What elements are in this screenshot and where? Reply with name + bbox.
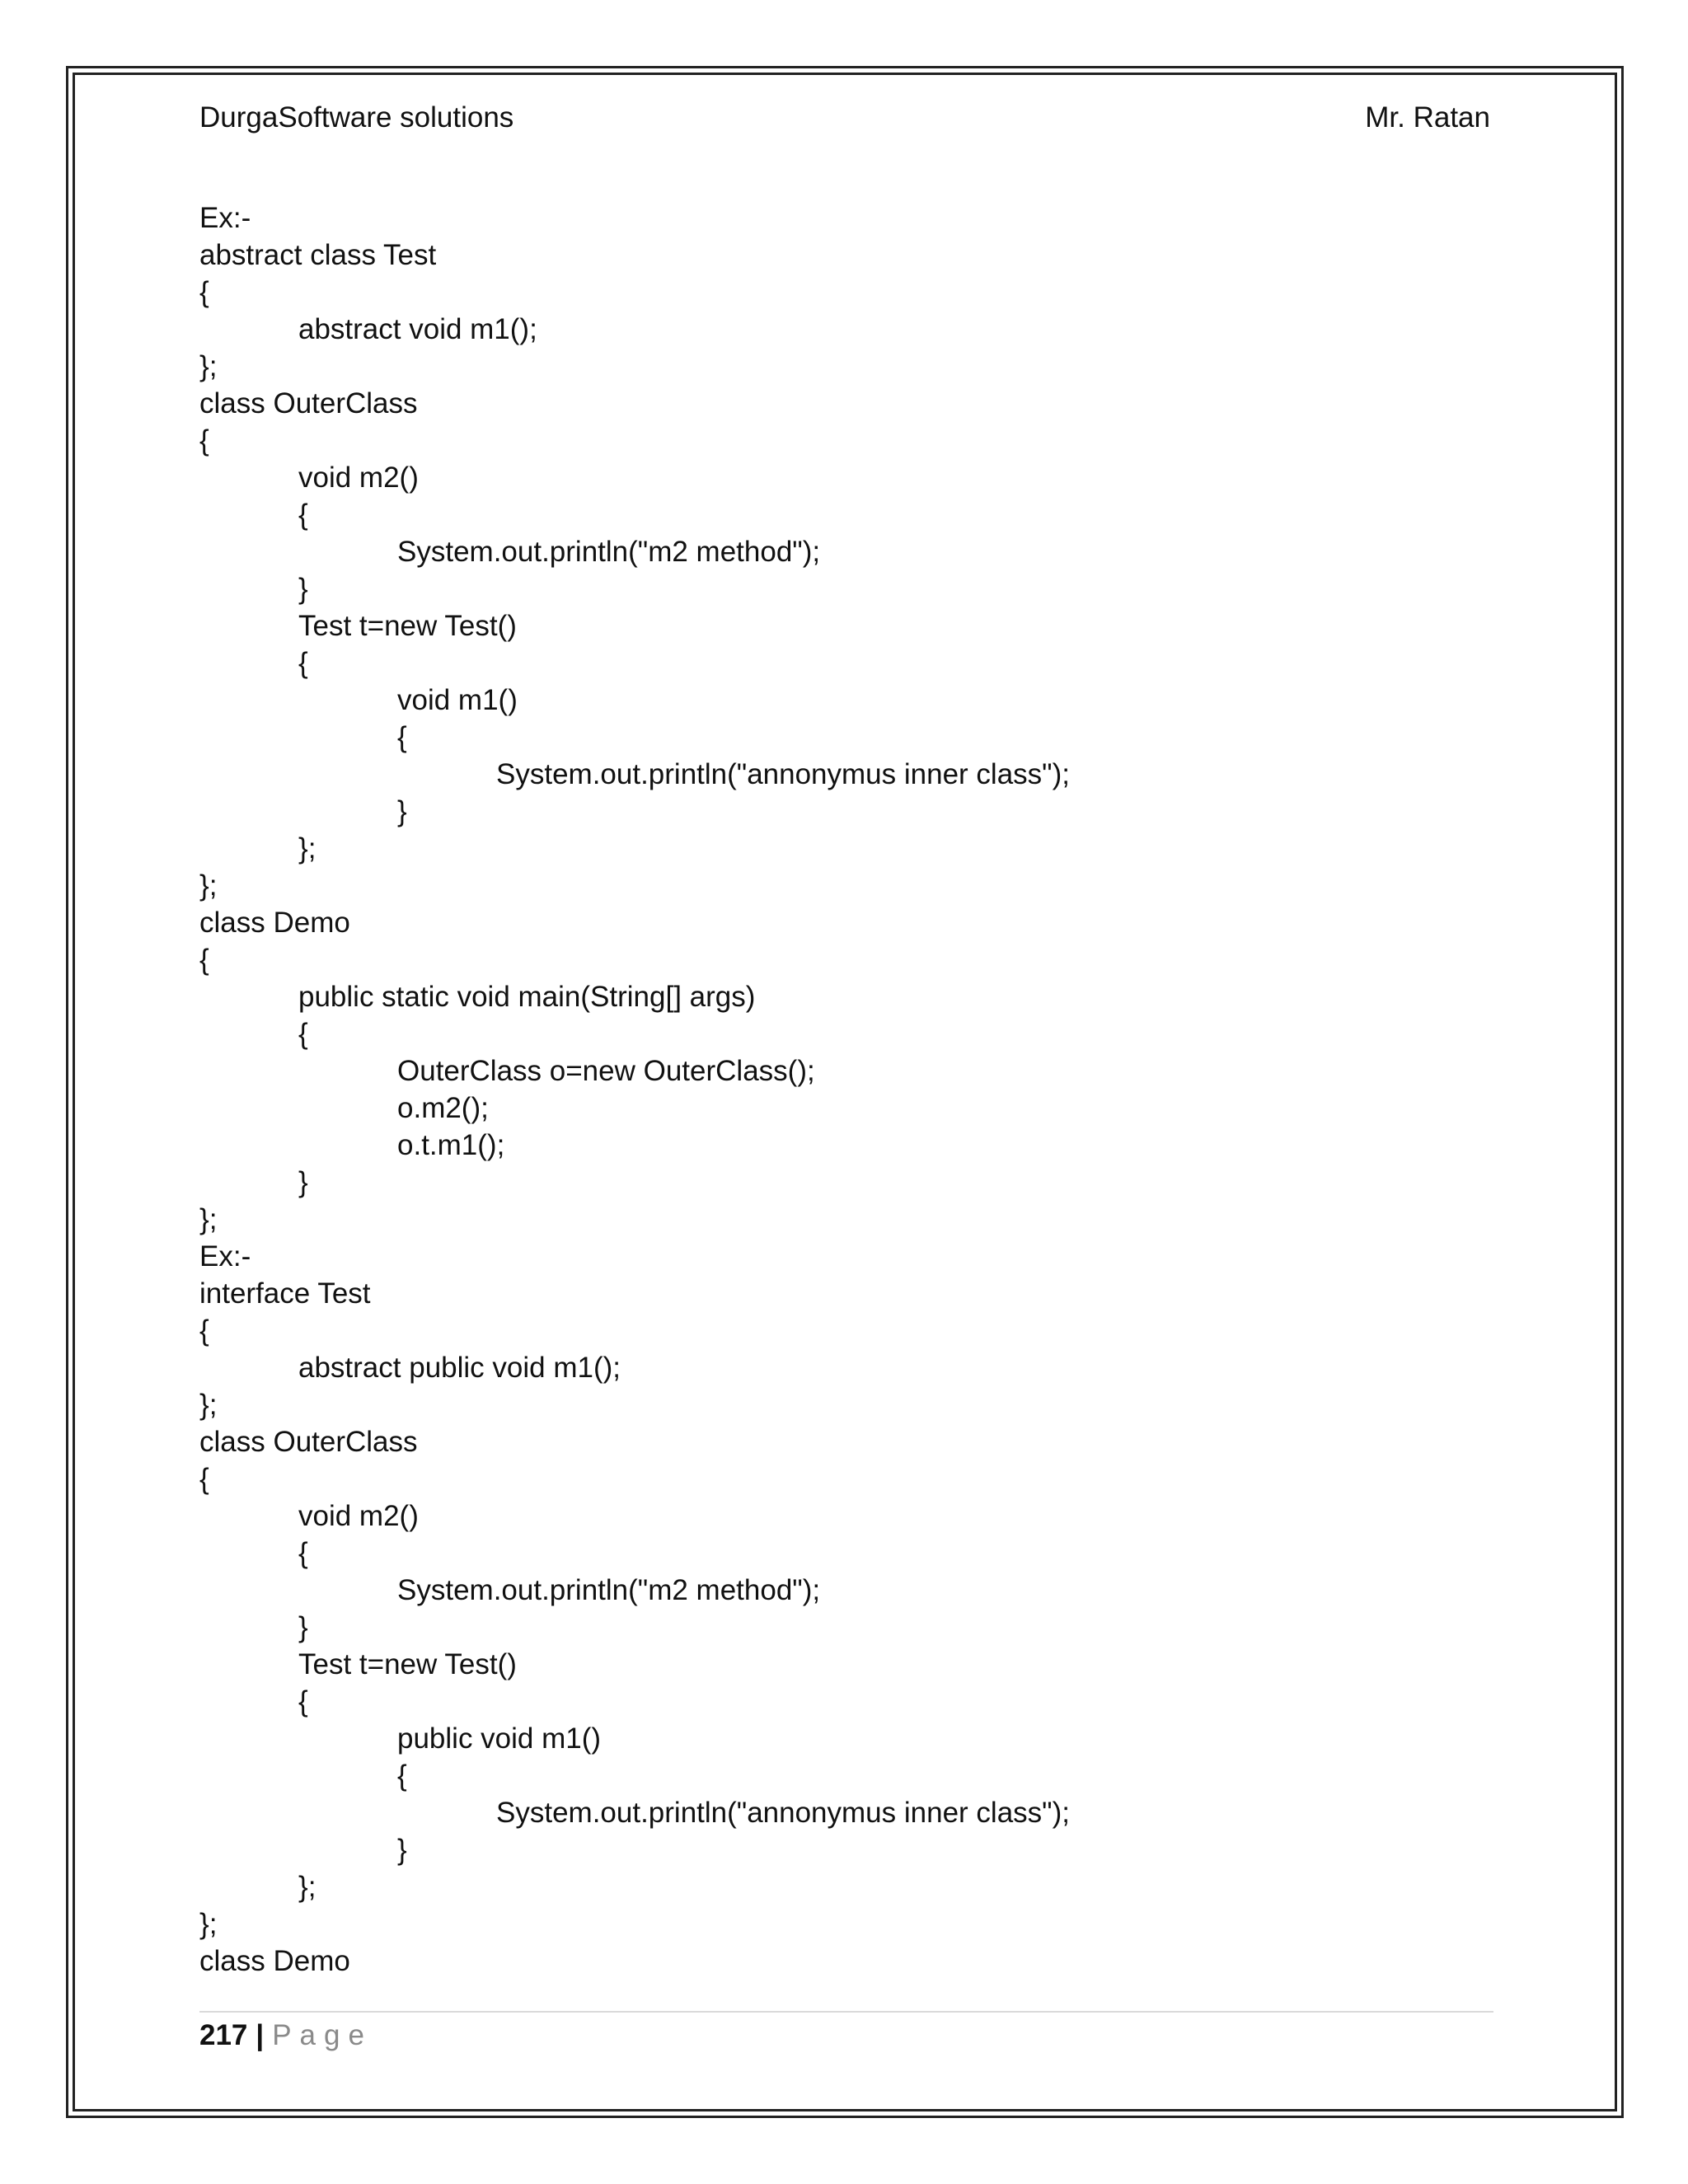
header-company: DurgaSoftware solutions bbox=[199, 101, 514, 134]
code-line: { bbox=[298, 1537, 308, 1569]
code-line: Ex:- bbox=[199, 1240, 251, 1272]
code-line: o.m2(); bbox=[397, 1092, 489, 1124]
code-line: class Demo bbox=[199, 907, 350, 939]
code-line: }; bbox=[199, 869, 218, 902]
code-line: } bbox=[298, 1166, 308, 1198]
code-line: Ex:- bbox=[199, 202, 251, 234]
code-line: { bbox=[199, 944, 209, 976]
code-line: } bbox=[397, 795, 407, 827]
code-line: Test t=new Test() bbox=[298, 610, 517, 642]
code-line: System.out.println("annonymus inner class"); bbox=[496, 1797, 1070, 1829]
page-header bbox=[199, 97, 1490, 138]
footer-divider bbox=[199, 2011, 1493, 2013]
code-line: public static void main(String[] args) bbox=[298, 981, 756, 1013]
code-line: Test t=new Test() bbox=[298, 1648, 517, 1680]
code-line: }; bbox=[199, 1203, 218, 1235]
code-line: { bbox=[397, 1760, 407, 1792]
header-author: Mr. Ratan bbox=[1365, 101, 1490, 134]
code-line: { bbox=[199, 276, 209, 308]
code-line: }; bbox=[199, 1389, 218, 1421]
page-number: 217 bbox=[199, 2019, 248, 2051]
code-line: o.t.m1(); bbox=[397, 1129, 505, 1161]
page-footer bbox=[199, 2015, 373, 2056]
code-line: { bbox=[199, 424, 209, 457]
code-line: { bbox=[397, 721, 407, 753]
code-line: } bbox=[298, 1611, 308, 1643]
code-line: System.out.println("m2 method"); bbox=[397, 1574, 821, 1606]
code-line: OuterClass o=new OuterClass(); bbox=[397, 1055, 815, 1087]
code-line: } bbox=[397, 1834, 407, 1866]
code-line: class Demo bbox=[199, 1945, 350, 1977]
code-line: { bbox=[199, 1463, 209, 1495]
code-line: }; bbox=[298, 1871, 316, 1903]
code-line: { bbox=[298, 647, 308, 679]
code-line: }; bbox=[199, 350, 218, 382]
code-line: abstract class Test bbox=[199, 239, 437, 271]
code-line: System.out.println("m2 method"); bbox=[397, 536, 821, 568]
code-line: class OuterClass bbox=[199, 1426, 418, 1458]
code-line: interface Test bbox=[199, 1277, 371, 1310]
code-line: { bbox=[298, 499, 308, 531]
page-label: Page bbox=[272, 2019, 373, 2051]
code-line: }; bbox=[298, 832, 316, 865]
footer-separator: | bbox=[256, 2019, 265, 2051]
code-line: abstract void m1(); bbox=[298, 313, 537, 345]
code-line: }; bbox=[199, 1908, 218, 1940]
code-line: abstract public void m1(); bbox=[298, 1352, 621, 1384]
code-line: void m2() bbox=[298, 462, 419, 494]
code-line: { bbox=[298, 1018, 308, 1050]
code-line: public void m1() bbox=[397, 1722, 602, 1755]
code-line: } bbox=[298, 573, 308, 605]
code-line: System.out.println("annonymus inner class"); bbox=[496, 758, 1070, 790]
code-line: { bbox=[199, 1315, 209, 1347]
code-line: void m2() bbox=[298, 1500, 419, 1532]
code-line: { bbox=[298, 1685, 308, 1718]
code-listing bbox=[199, 199, 1485, 1980]
code-line: void m1() bbox=[397, 684, 518, 716]
code-line: class OuterClass bbox=[199, 387, 418, 419]
